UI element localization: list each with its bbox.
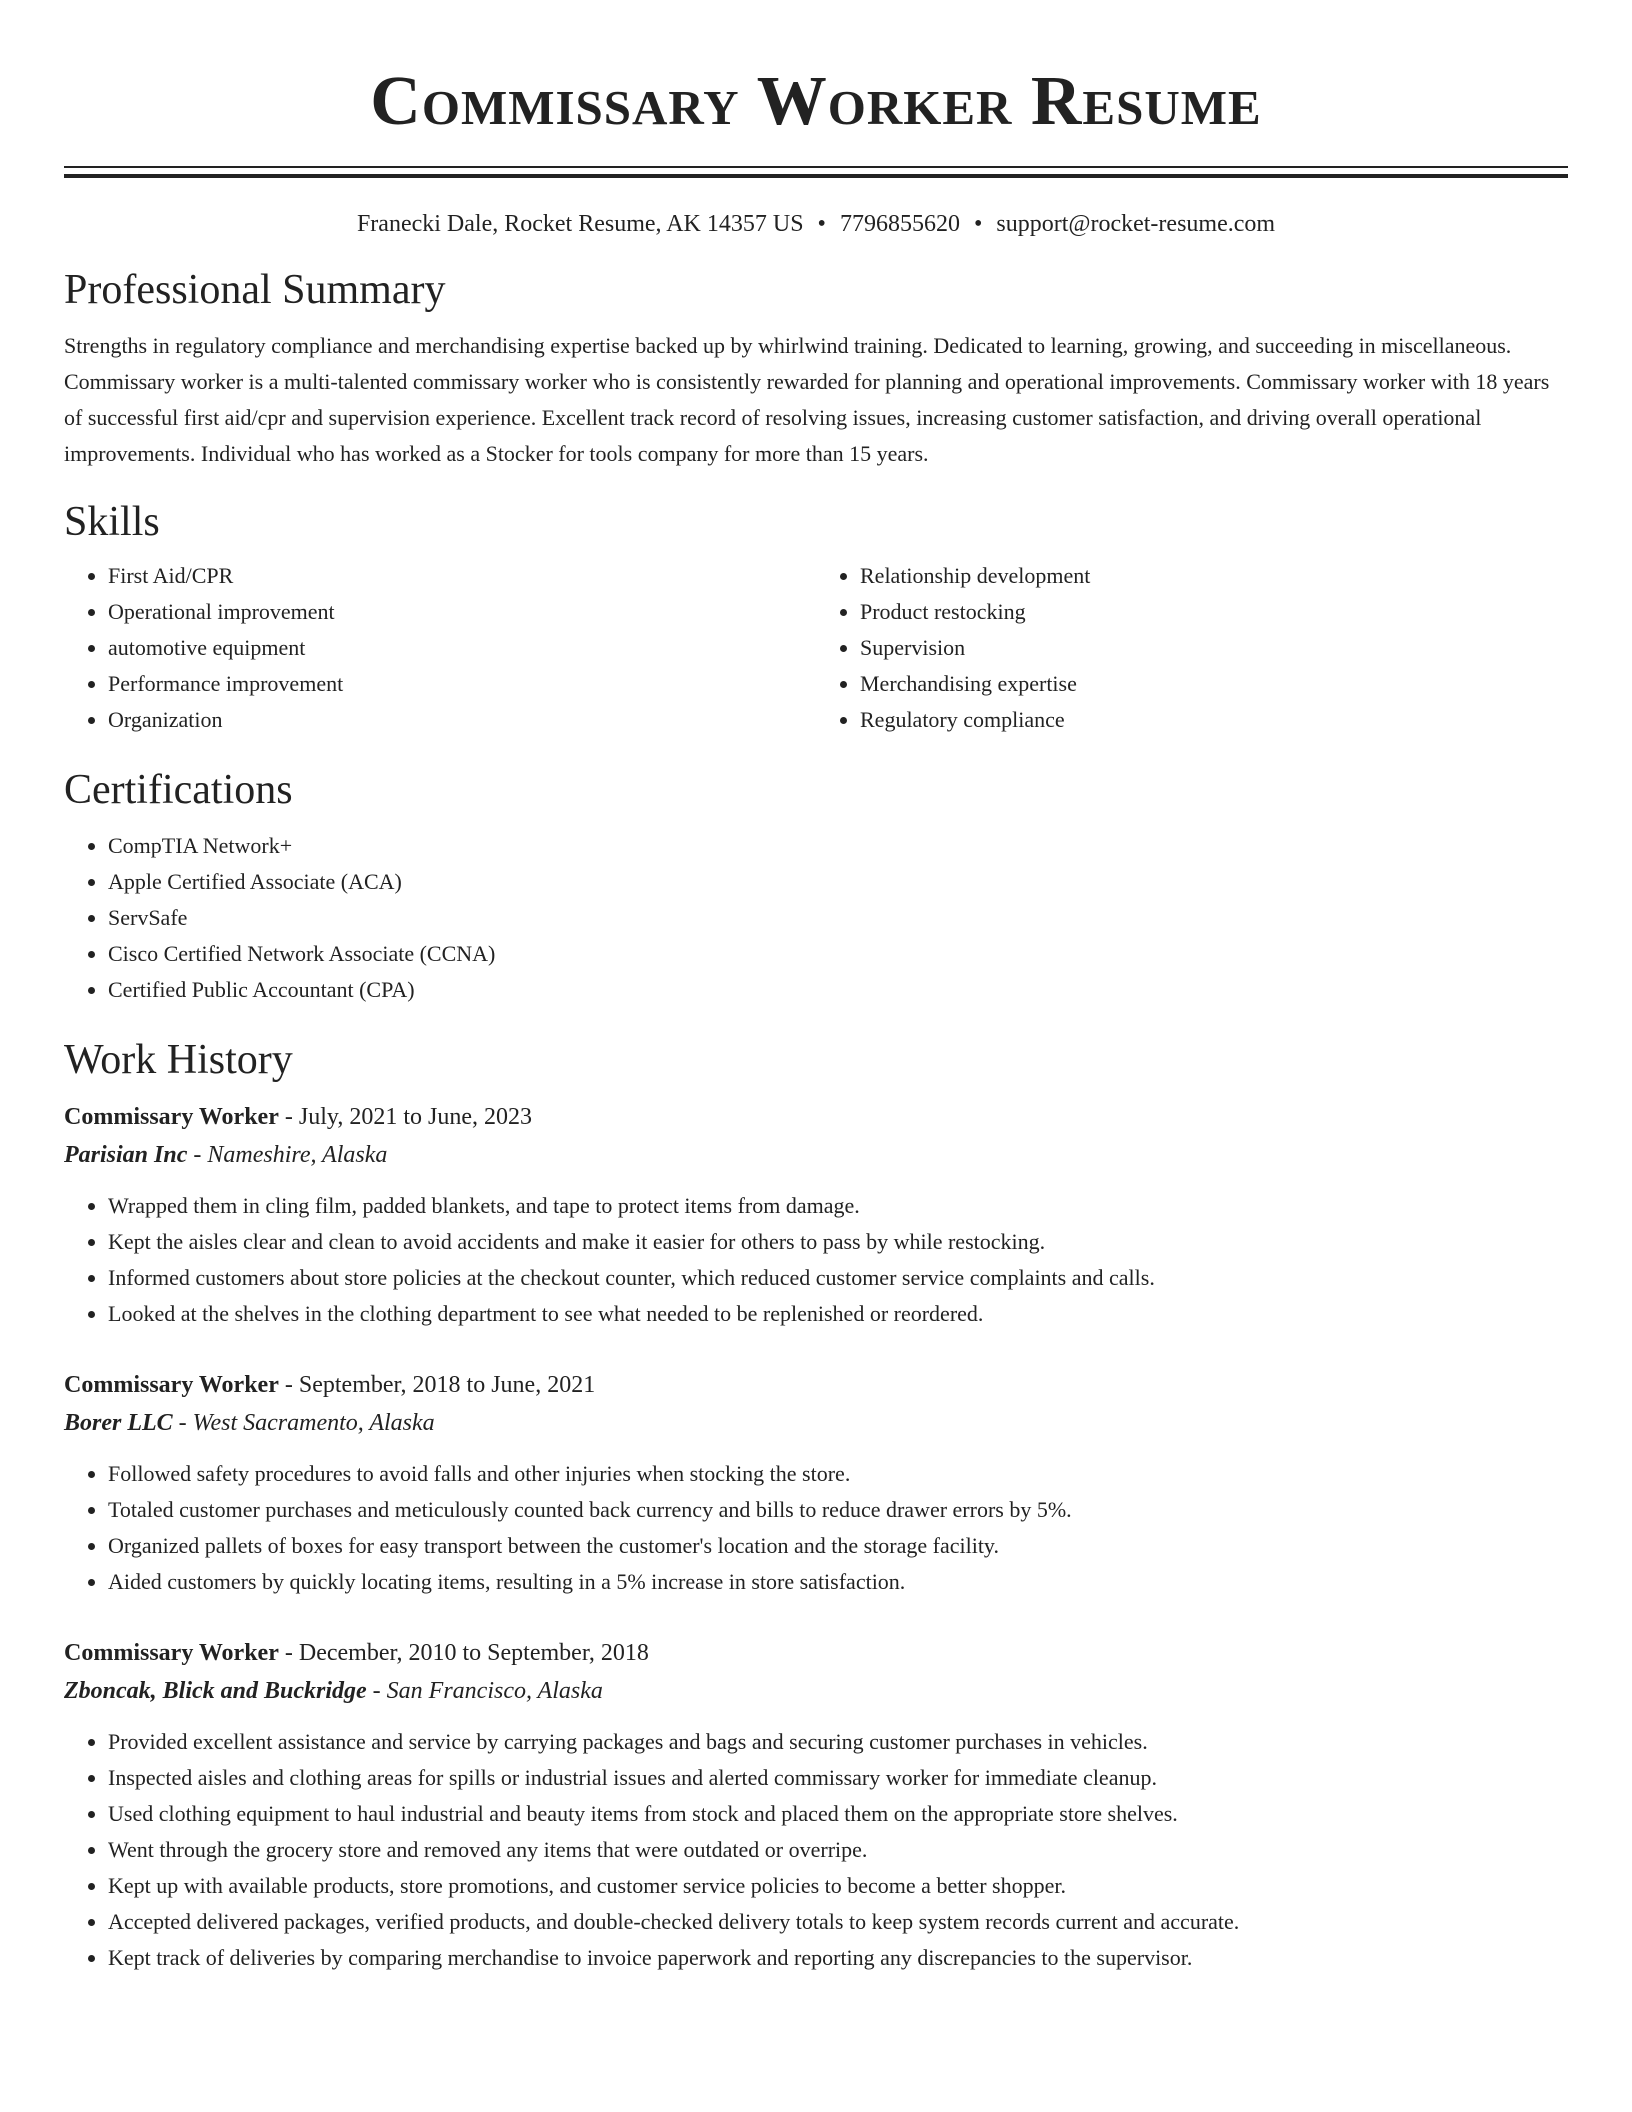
title-divider-top	[64, 166, 1568, 168]
job-bullet: • Kept up with available products, store promotions, and customer service policies to become a better shopper.	[108, 1868, 1568, 1904]
certification-item: • CompTIA Network+	[108, 828, 1568, 864]
job-bullet: • Looked at the shelves in the clothing department to see what needed to be replenished or reordered.	[108, 1296, 1568, 1332]
certification-item: • ServSafe	[108, 900, 1568, 936]
job-bullet: • Kept track of deliveries by comparing merchandise to invoice paperwork and reporting any discrepancies to the supervisor.	[108, 1940, 1568, 1976]
job-dates: - December, 2010 to September, 2018	[278, 1640, 649, 1666]
certification-item: • Cisco Certified Network Associate (CCNA)	[108, 936, 1568, 972]
skill-item: • Merchandising expertise	[860, 666, 1568, 702]
skills-heading: Skills	[64, 499, 160, 545]
skill-item: • First Aid/CPR	[108, 558, 816, 594]
skills-list-right	[816, 558, 1568, 738]
skill-item: • Operational improvement	[108, 594, 816, 630]
job-title: Commissary Worker	[64, 1372, 279, 1398]
skills-list-left	[64, 558, 816, 738]
job-entry	[64, 1634, 1568, 1976]
job-dates: - September, 2018 to June, 2021	[278, 1372, 596, 1398]
job-company: Borer LLC	[64, 1410, 173, 1436]
job-bullet: • Accepted delivered packages, verified products, and double-checked delivery totals to keep system records current and accurate.	[108, 1904, 1568, 1940]
summary-section	[64, 264, 1568, 472]
job-header	[64, 1634, 1568, 1672]
certifications-section	[64, 764, 1568, 1008]
certifications-list	[64, 828, 1568, 1008]
skill-item: • Relationship development	[860, 558, 1568, 594]
job-company: Zboncak, Blick and Buckridge	[64, 1678, 367, 1704]
summary-heading: Professional Summary	[64, 267, 446, 313]
job-header	[64, 1098, 1568, 1136]
job-title: Commissary Worker	[64, 1640, 279, 1666]
skills-section	[64, 496, 1568, 738]
contact-separator: •	[973, 211, 983, 237]
skill-item: • Performance improvement	[108, 666, 816, 702]
job-bullet: • Followed safety procedures to avoid falls and other injuries when stocking the store.	[108, 1456, 1568, 1492]
job-dates: - July, 2021 to June, 2023	[278, 1104, 532, 1130]
job-bullet: • Went through the grocery store and removed any items that were outdated or overripe.	[108, 1832, 1568, 1868]
job-location: - West Sacramento, Alaska	[172, 1410, 435, 1436]
job-bullet: • Provided excellent assistance and service by carrying packages and bags and securing customer purchases in vehicles.	[108, 1724, 1568, 1760]
skill-item: • Regulatory compliance	[860, 702, 1568, 738]
title-divider-bottom	[64, 174, 1568, 178]
contact-separator: •	[817, 211, 826, 237]
certification-item: • Certified Public Accountant (CPA)	[108, 972, 1568, 1008]
skill-item: • Supervision	[860, 630, 1568, 666]
job-entry	[64, 1366, 1568, 1600]
contact-line	[64, 208, 1568, 240]
job-company-line	[64, 1672, 1568, 1710]
resume-title: Commissary Worker Resume	[370, 63, 1262, 140]
job-company-line	[64, 1136, 1568, 1174]
certifications-heading: Certifications	[64, 767, 293, 813]
job-bullet: • Wrapped them in cling film, padded blankets, and tape to protect items from damage.	[108, 1188, 1568, 1224]
job-bullets	[64, 1456, 1568, 1600]
job-bullet: • Inspected aisles and clothing areas for spills or industrial issues and alerted commissary worker for immediate cleanup.	[108, 1760, 1568, 1796]
job-title: Commissary Worker	[64, 1104, 279, 1130]
job-location: - San Francisco, Alaska	[366, 1678, 603, 1704]
job-bullet: • Kept the aisles clear and clean to avoid accidents and make it easier for others to pass by while restocking.	[108, 1224, 1568, 1260]
summary-text: Strengths in regulatory compliance and merchandising expertise backed up by whirlwind training. Dedicated to learning, growing, and succeeding in miscellaneous. Commissary worker is a multi-talented commissary worker who is consistently rewarded for planning and operational improvements. Commissary worker with 18 years of successful first aid/cpr and supervision experience. Excellent track record of resolving issues, increasing customer satisfaction, and driving overall operational improvements. Individual who has worked as a Stocker for tools company for more than 15 years.	[64, 333, 1550, 466]
job-entry	[64, 1098, 1568, 1332]
job-bullet: • Organized pallets of boxes for easy transport between the customer's location and the storage facility.	[108, 1528, 1568, 1564]
job-bullet: • Totaled customer purchases and meticulously counted back currency and bills to reduce drawer errors by 5%.	[108, 1492, 1568, 1528]
contact-phone: 7796855620	[839, 211, 960, 237]
job-bullets	[64, 1188, 1568, 1332]
skill-item: • Organization	[108, 702, 816, 738]
work-history-section	[64, 1034, 1568, 1976]
work-history-heading: Work History	[64, 1037, 293, 1083]
skills-columns	[64, 558, 1568, 738]
contact-address: Franecki Dale, Rocket Resume, AK 14357 US	[356, 211, 804, 237]
job-header	[64, 1366, 1568, 1404]
certification-item: • Apple Certified Associate (ACA)	[108, 864, 1568, 900]
job-bullets	[64, 1724, 1568, 1976]
job-bullet: • Aided customers by quickly locating items, resulting in a 5% increase in store satisfaction.	[108, 1564, 1568, 1600]
job-company-line	[64, 1404, 1568, 1442]
contact-email[interactable]: support@rocket-resume.com	[996, 211, 1276, 237]
skill-item: • automotive equipment	[108, 630, 816, 666]
job-bullet: • Informed customers about store policies at the checkout counter, which reduced customer service complaints and calls.	[108, 1260, 1568, 1296]
job-bullet: • Used clothing equipment to haul industrial and beauty items from stock and placed them on the appropriate store shelves.	[108, 1796, 1568, 1832]
job-location: - Nameshire, Alaska	[187, 1142, 388, 1168]
job-company: Parisian Inc	[64, 1142, 188, 1168]
skill-item: • Product restocking	[860, 594, 1568, 630]
resume-page	[64, 0, 1568, 1976]
